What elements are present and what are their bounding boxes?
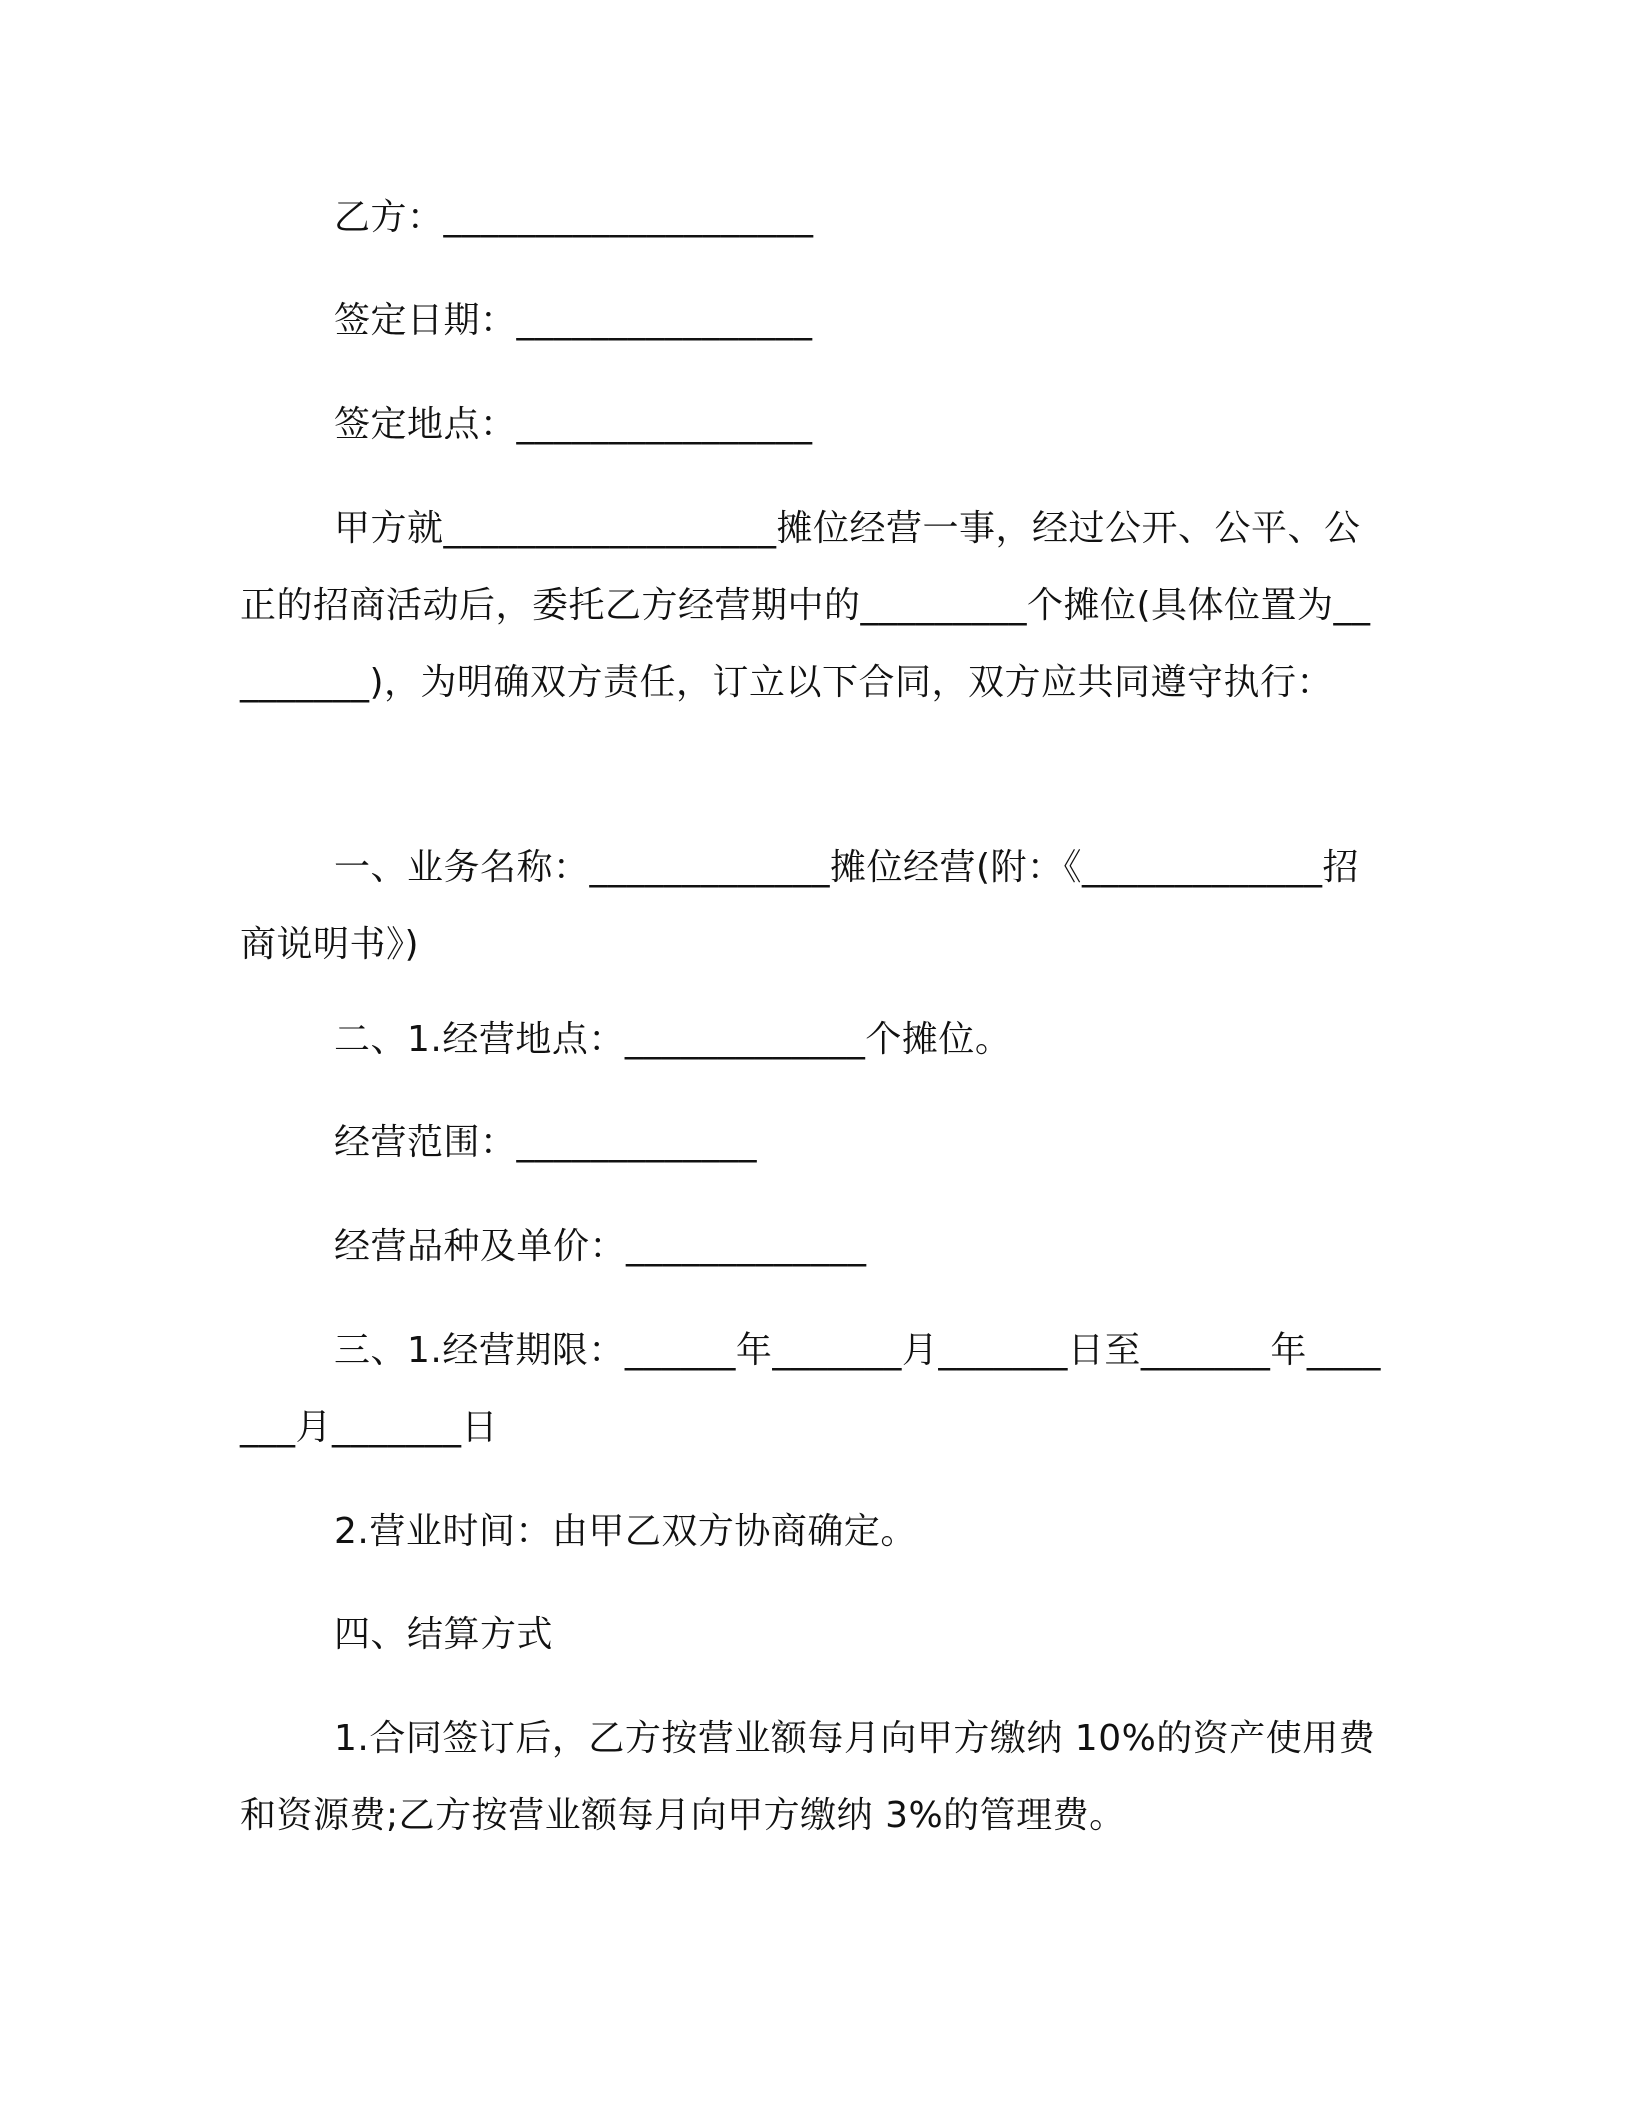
clause-2-1-line: 二、1.经营地点：_____________个摊位。 — [334, 1019, 1012, 1060]
clause-4-1-paragraph: 1.合同签订后，乙方按营业额每月向甲方缴纳 10%的资产使用费和资源费;乙方按营业额每月向甲方缴纳 3%的管理费。 — [240, 1718, 1376, 1836]
clause-3-1-paragraph: 三、1.经营期限：______年_______月_______日至_______年_______月_______日 — [240, 1330, 1381, 1448]
party-b-line: 乙方：____________________ — [334, 197, 814, 238]
clause-2-items-line: 经营品种及单价：_____________ — [334, 1226, 867, 1267]
clause-2-scope-line: 经营范围：_____________ — [334, 1122, 758, 1163]
intro-paragraph: 甲方就__________________摊位经营一事，经过公开、公平、公正的招商活动后，委托乙方经营期中的_________个摊位(具体位置为_________)，为明确双方责任，订立以下合同，双方应共同遵守执行： — [240, 508, 1371, 703]
clause-4-title: 四、结算方式 — [334, 1614, 554, 1655]
clause-1-paragraph: 一、业务名称：_____________摊位经营(附：《_____________招商说明书》) — [240, 847, 1360, 965]
sign-date-line: 签定日期：________________ — [334, 300, 813, 341]
clause-3-2-line: 2.营业时间：由甲乙双方协商确定。 — [334, 1511, 917, 1552]
sign-place-line: 签定地点：________________ — [334, 404, 813, 445]
